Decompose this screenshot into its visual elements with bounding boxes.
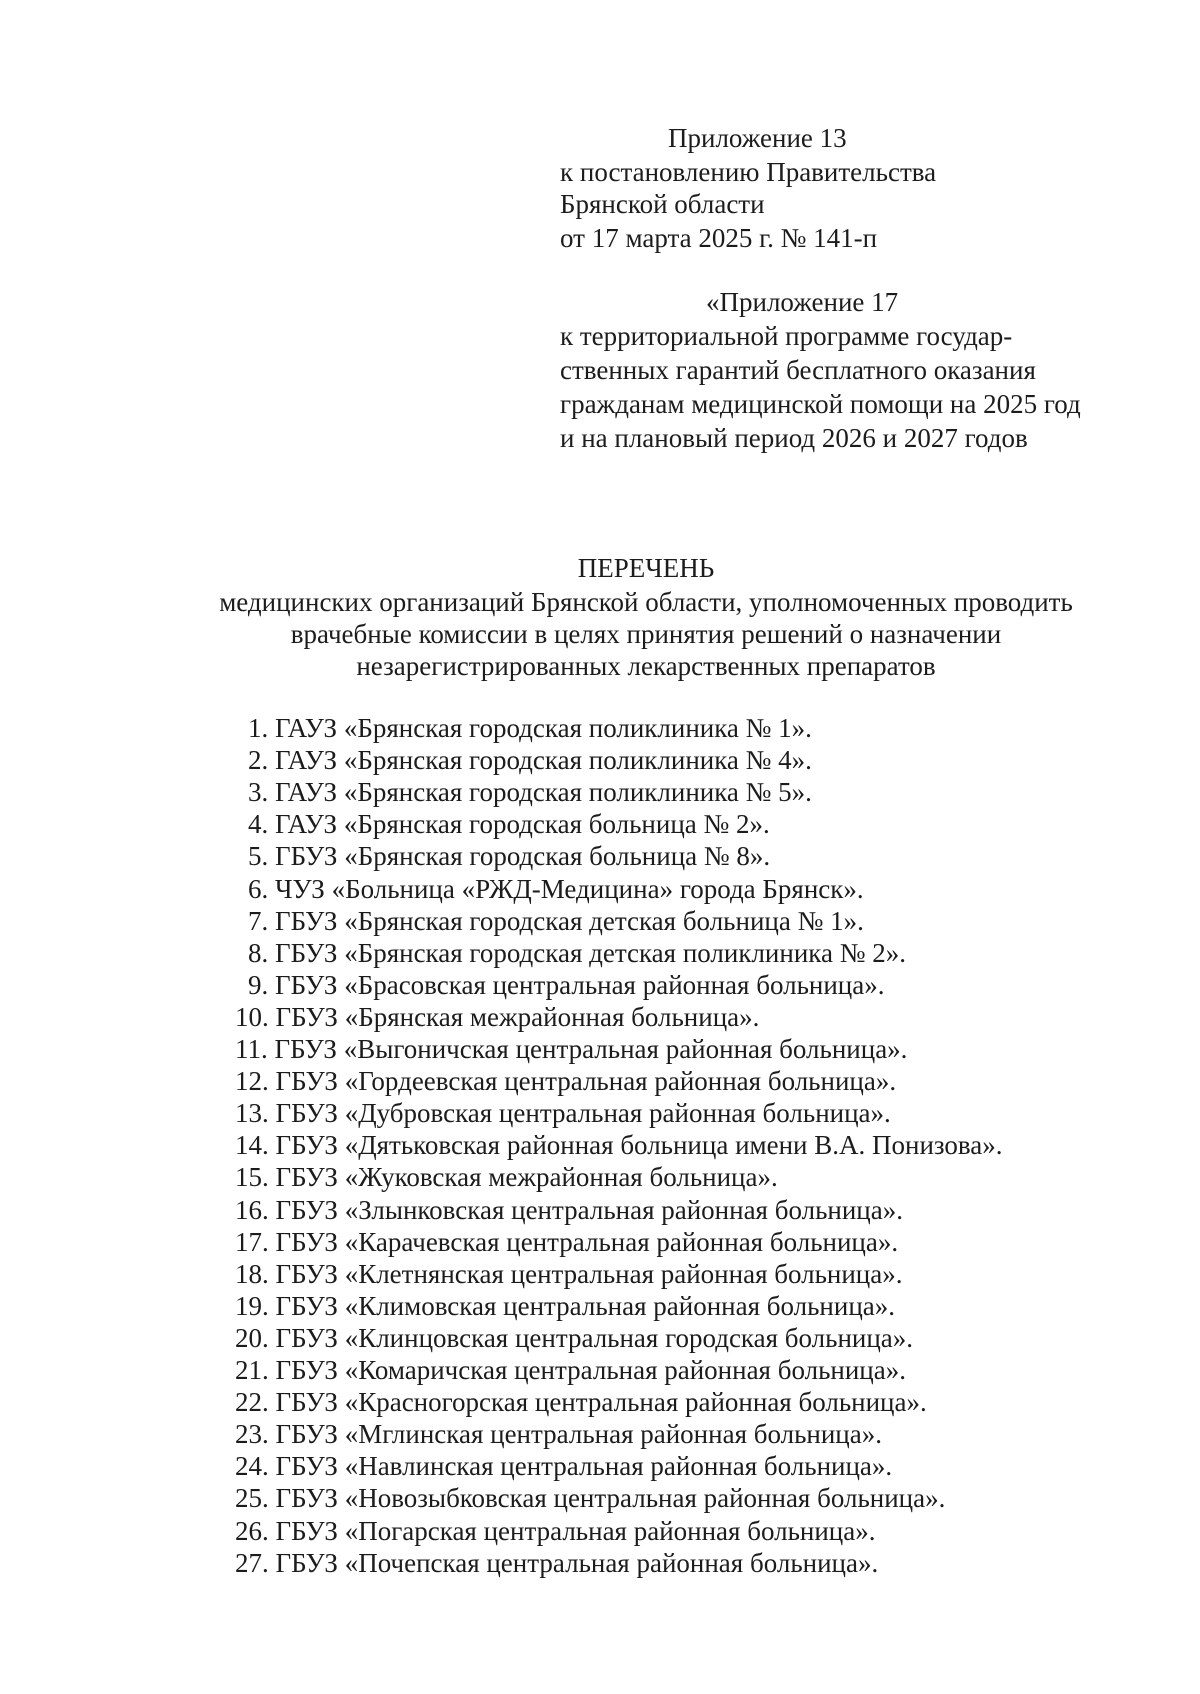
list-subtitle-line-3: незарегистрированных лекарственных препаратов bbox=[356, 651, 936, 681]
list-item: 20. ГБУЗ «Клинцовская центральная городская больница». bbox=[235, 1322, 914, 1353]
list-item: 8. ГБУЗ «Брянская городская детская поликлиника № 2». bbox=[248, 937, 906, 968]
list-item: 18. ГБУЗ «Клетнянская центральная районная больница». bbox=[235, 1258, 903, 1289]
program-line-1: к территориальной программе государ- bbox=[560, 321, 1013, 351]
list-item: 24. ГБУЗ «Навлинская центральная районная больница». bbox=[235, 1451, 893, 1482]
list-subtitle-line-1: медицинских организаций Брянской области, уполномоченных проводить bbox=[219, 587, 1073, 617]
list-item: 13. ГБУЗ «Дубровская центральная районная больница». bbox=[235, 1098, 891, 1129]
list-item: 2. ГАУЗ «Брянская городская поликлиника № 4». bbox=[248, 745, 812, 776]
list-item: 22. ГБУЗ «Красногорская центральная районная больница». bbox=[235, 1387, 927, 1418]
region-name: Брянской области bbox=[560, 189, 765, 219]
list-item: 7. ГБУЗ «Брянская городская детская больница № 1». bbox=[248, 905, 864, 936]
decree-reference: к постановлению Правительства bbox=[560, 157, 937, 187]
list-item: 19. ГБУЗ «Климовская центральная районная больница». bbox=[235, 1290, 896, 1321]
list-item: 10. ГБУЗ «Брянская межрайонная больница». bbox=[235, 1001, 760, 1032]
list-item: 23. ГБУЗ «Мглинская центральная районная больница». bbox=[235, 1419, 882, 1450]
list-item: 4. ГАУЗ «Брянская городская больница № 2». bbox=[248, 809, 770, 840]
list-item: 17. ГБУЗ «Карачевская центральная районная больница». bbox=[235, 1226, 899, 1257]
program-line-4: и на плановый период 2026 и 2027 годов bbox=[560, 423, 1028, 453]
list-item: 1. ГАУЗ «Брянская городская поликлиника № 1». bbox=[248, 713, 812, 743]
list-item: 11. ГБУЗ «Выгоничская центральная районная больница». bbox=[235, 1034, 908, 1064]
list-heading: ПЕРЕЧЕНЬ bbox=[577, 553, 715, 583]
list-item: 5. ГБУЗ «Брянская городская больница № 8». bbox=[248, 841, 771, 872]
decree-date-number: от 17 марта 2025 г. № 141-п bbox=[560, 223, 878, 253]
list-item: 15. ГБУЗ «Жуковская межрайонная больница». bbox=[235, 1162, 778, 1193]
list-item: 16. ГБУЗ «Злынковская центральная районная больница». bbox=[235, 1194, 903, 1225]
appendix-13-title: Приложение 13 bbox=[668, 123, 847, 153]
list-item: 26. ГБУЗ «Погарская центральная районная больница». bbox=[235, 1515, 876, 1546]
list-item: 21. ГБУЗ «Комаричская центральная районная больница». bbox=[235, 1355, 906, 1385]
list-item: 12. ГБУЗ «Гордеевская центральная районная больница». bbox=[235, 1066, 897, 1097]
program-line-3: гражданам медицинской помощи на 2025 год bbox=[560, 389, 1081, 419]
list-item: 6. ЧУЗ «Больница «РЖД-Медицина» города Брянск». bbox=[248, 873, 864, 904]
list-item: 27. ГБУЗ «Почепская центральная районная больница». bbox=[235, 1547, 879, 1578]
program-line-2: ственных гарантий бесплатного оказания bbox=[560, 355, 1036, 385]
list-item: 25. ГБУЗ «Новозыбковская центральная районная больница». bbox=[235, 1483, 946, 1514]
list-item: 9. ГБУЗ «Брасовская центральная районная больница». bbox=[248, 969, 885, 1000]
list-item: 3. ГАУЗ «Брянская городская поликлиника № 5». bbox=[248, 777, 812, 808]
list-subtitle-line-2: врачебные комиссии в целях принятия решений о назначении bbox=[290, 619, 1002, 649]
appendix-17-title: «Приложение 17 bbox=[706, 287, 899, 317]
list-item: 14. ГБУЗ «Дятьковская районная больница имени В.А. Понизова». bbox=[235, 1130, 1003, 1161]
